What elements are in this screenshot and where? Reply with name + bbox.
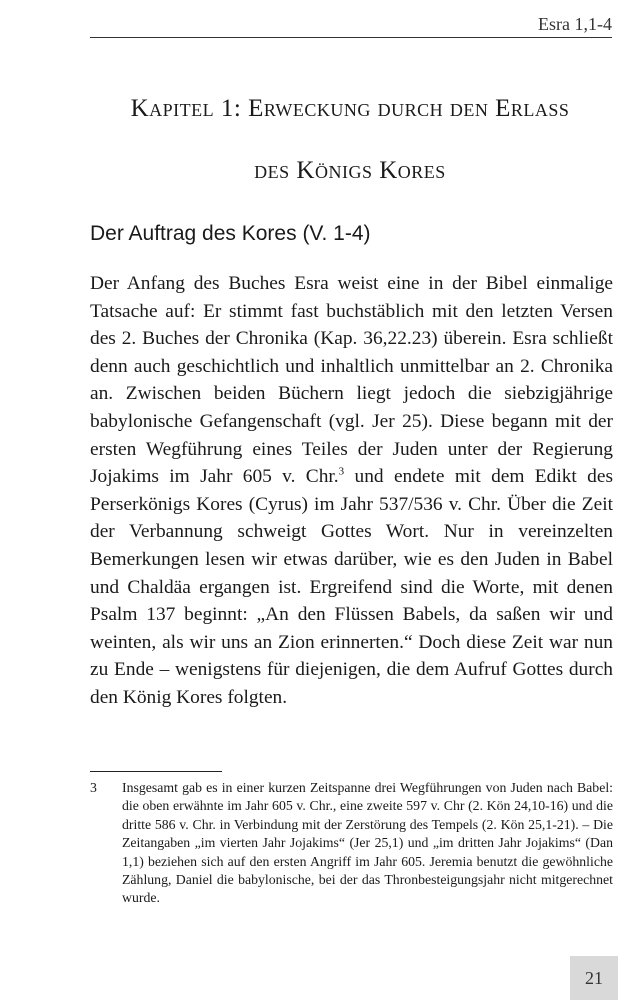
chapter-title (70, 78, 630, 202)
footnote (90, 779, 613, 908)
body-paragraph (90, 270, 613, 712)
footnote-reference[interactable]: 3 (338, 465, 345, 478)
chapter-title-line-2: des Königs Kores (254, 157, 446, 184)
body-text-part-1: Der Anfang des Buches Esra weist eine in der Bibel einmalige Tatsache auf: Er stimmt fast buchstäblich mit den letzten Versen des 2. Buches der Chronika (Kap. 36,22.23) überein. Esra schließt denn auch geschichtlich und inhaltlich unmittelbar an 2. Chronika an. Zwischen beiden Büchern liegt jedoch die siebzigjährige babylonische Gefangenschaft (vgl. Jer 25). Diese begann mit der ersten Wegführung eines Teiles der Juden unter der Regierung Jojakims im Jahr 605 v. Chr. (90, 273, 613, 488)
body-text-part-2: und endete mit dem Edikt des Perserkönigs Kores (Cyrus) im Jahr 537/536 v. Chr. Über die Zeit der Verbannung schweigt Gottes Wort. Nur in vereinzelten Bemerkungen lesen wir etwas darüber, wie es den Juden in Babel und Chaldäa ergangen ist. Ergreifend sind die Worte, mit denen Psalm 137 beginnt: „An den Flüssen Babels, da saßen wir und weinten, als wir uns an Zion erinnerten.“ Doch diese Zeit war nun zu Ende – wenigstens für diejenigen, die dem Aufruf Gottes durch den König Kores folgten. (90, 466, 613, 708)
section-heading: Der Auftrag des Kores (V. 1-4) (90, 222, 371, 245)
footnote-number: 3 (90, 780, 97, 795)
header-rule (90, 37, 612, 38)
footnote-text: Insgesamt gab es in einer kurzen Zeitspanne drei Wegführungen von Juden nach Babel: die oben erwähnte im Jahr 605 v. Chr., eine zweite 597 v. Chr (2. Kön 24,10-16) und die dritte 586 v. Chr. in Verbindung mit der Zerstörung des Tempels (2. Kön 25,1-21). – Die Zeitangaben „im vierten Jahr Jojakims“ (Jer 25,1) und „im dritten Jahr Jojakims“ (Dan 1,1) beziehen sich auf den ersten Angriff im Jahr 605. Jeremia benutzt die gewöhnliche Zählung, Daniel die babylonische, bei der das Thronbesteigungsjahr nicht mitgerechnet wurde. (122, 780, 613, 906)
page-number: 21 (570, 956, 618, 1000)
chapter-title-line-1: Kapitel 1: Erweckung durch den Erlass (130, 95, 570, 122)
footnote-rule (90, 771, 222, 772)
running-head: Esra 1,1-4 (538, 14, 612, 34)
